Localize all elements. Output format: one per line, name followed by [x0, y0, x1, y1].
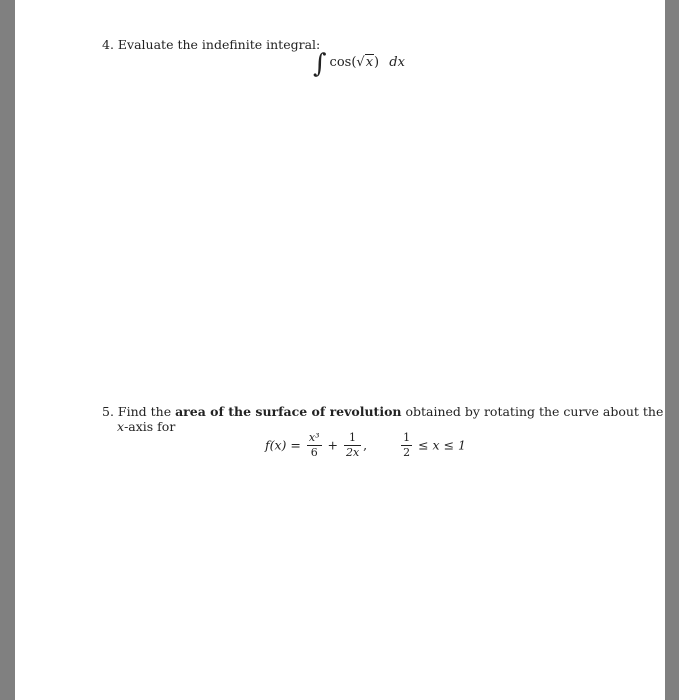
fraction-2-denominator: 2x — [345, 446, 360, 459]
problem-5-text-after: obtained by rotating the curve about the — [405, 404, 664, 419]
problem-5-statement — [102, 404, 663, 420]
fraction-1-denominator: 6 — [310, 446, 318, 459]
fraction-x-cubed-over-6 — [307, 432, 322, 459]
axis-variable: x — [117, 419, 125, 434]
close-paren: ) — [374, 55, 380, 70]
problem-4-statement — [102, 37, 320, 53]
problem-4-number: 4. — [102, 37, 114, 52]
differential: dx — [389, 55, 405, 70]
fraction-1-numerator: x³ — [308, 431, 320, 444]
comma: , — [363, 437, 368, 453]
integral-sign: ∫ — [313, 49, 327, 79]
problem-5-number: 5. — [102, 404, 114, 419]
problem-4-text: Evaluate the indefinite integral: — [117, 37, 321, 52]
problem-4-formula — [313, 49, 405, 79]
function-lhs: f(x) = — [265, 437, 301, 453]
fraction-one-half — [401, 432, 412, 459]
radical-sign: √ — [356, 55, 365, 70]
plus-sign: + — [327, 437, 338, 453]
problem-5-text-before: Find the — [117, 404, 172, 419]
problem-5-formula — [265, 432, 466, 459]
range-inequality: ≤ x ≤ 1 — [418, 437, 466, 453]
axis-text: -axis for — [124, 419, 176, 434]
problem-5-line2 — [117, 419, 175, 435]
cos-function: cos( — [329, 55, 357, 70]
radicand: x — [365, 55, 374, 70]
fraction-1-over-2x — [344, 432, 361, 459]
document-page — [15, 0, 665, 700]
fraction-2-numerator: 1 — [344, 432, 361, 446]
problem-5-bold-phrase: area of the surface of revolution — [175, 404, 402, 419]
range-numerator: 1 — [403, 431, 411, 444]
range-denominator: 2 — [403, 446, 411, 459]
